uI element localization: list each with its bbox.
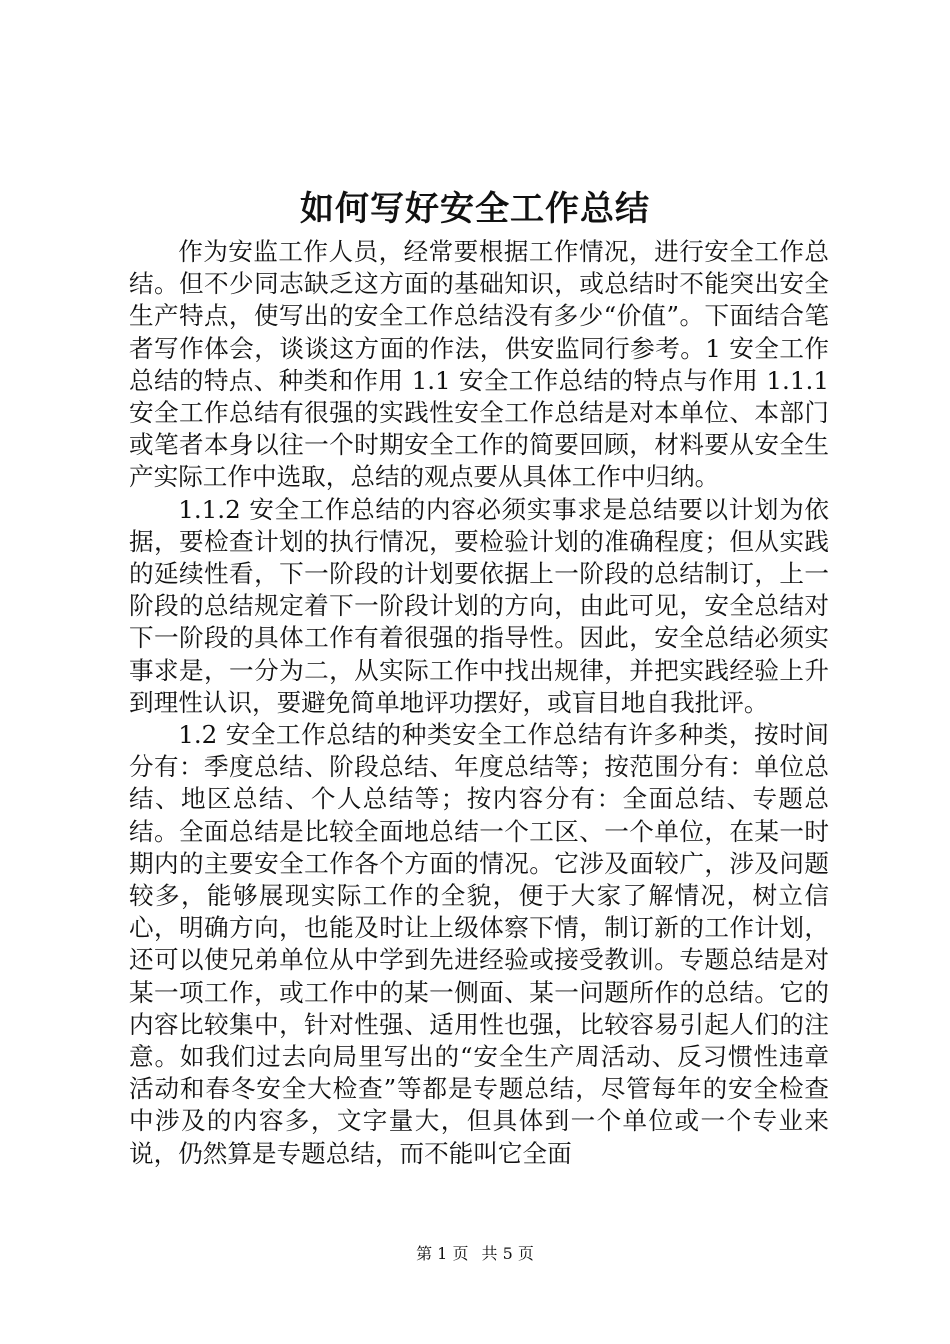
document-title: 如何写好安全工作总结 (300, 189, 650, 229)
page-total: 共 5 页 (481, 1244, 534, 1263)
paragraph-2: 1.1.2 安全工作总结的内容必须实事求是总结要以计划为依据，要检查计划的执行情况，要检验计划的准确程度；但从实践的延续性看，下一阶段的计划要依据上一阶段的总结制订，上一阶段的总结规定着下一阶段计划的方向，由此可见，安全总结对下一阶段的具体工作有着很强的指导性。因此，安全总结必须实事求是，一分为二，从实际工作中找出规律，并把实践经验上升到理性认识，要避免简单地评功摆好，或盲目地自我批评。 (129, 494, 829, 717)
page-footer (0, 1243, 950, 1265)
page-number: 第 1 页 (416, 1244, 469, 1263)
paragraph-3: 1.2 安全工作总结的种类安全工作总结有许多种类，按时间分有：季度总结、阶段总结、年度总结等；按范围分有：单位总结、地区总结、个人总结等；按内容分有：全面总结、专题总结。全面总结是比较全面地总结一个工区、一个单位，在某一时期内的主要安全工作各个方面的情况。它涉及面较广，涉及问题较多，能够展现实际工作的全貌，便于大家了解情况，树立信心，明确方向，也能及时让上级体察下情，制订新的工作计划，还可以使兄弟单位从中学到先进经验或接受教训。专题总结是对某一项工作，或工作中的某一侧面、某一问题所作的总结。它的内容比较集中，针对性强、适用性也强，比较容易引起人们的注意。如我们过去向局里写出的“安全生产周活动、反习惯性违章活动和春冬安全大检查”等都是专题总结，尽管每年的安全检查中涉及的内容多，文字量大，但具体到一个单位或一个专业来说，仍然算是专题总结，而不能叫它全面 (129, 720, 829, 1168)
document-body (129, 236, 829, 1170)
paragraph-1: 作为安监工作人员，经常要根据工作情况，进行安全工作总结。但不少同志缺乏这方面的基础知识，或总结时不能突出安全生产特点，使写出的安全工作总结没有多少“价值”。下面结合笔者写作体会，谈谈这方面的作法，供安监同行参考。1 安全工作总结的特点、种类和作用 1.1 安全工作总结的特点与作用 1.1.1 安全工作总结有很强的实践性安全工作总结是对本单位、本部门或笔者本身以往一个时期安全工作的简要回顾，材料要从安全生产实际工作中选取，总结的观点要从具体工作中归纳。 (129, 237, 829, 492)
